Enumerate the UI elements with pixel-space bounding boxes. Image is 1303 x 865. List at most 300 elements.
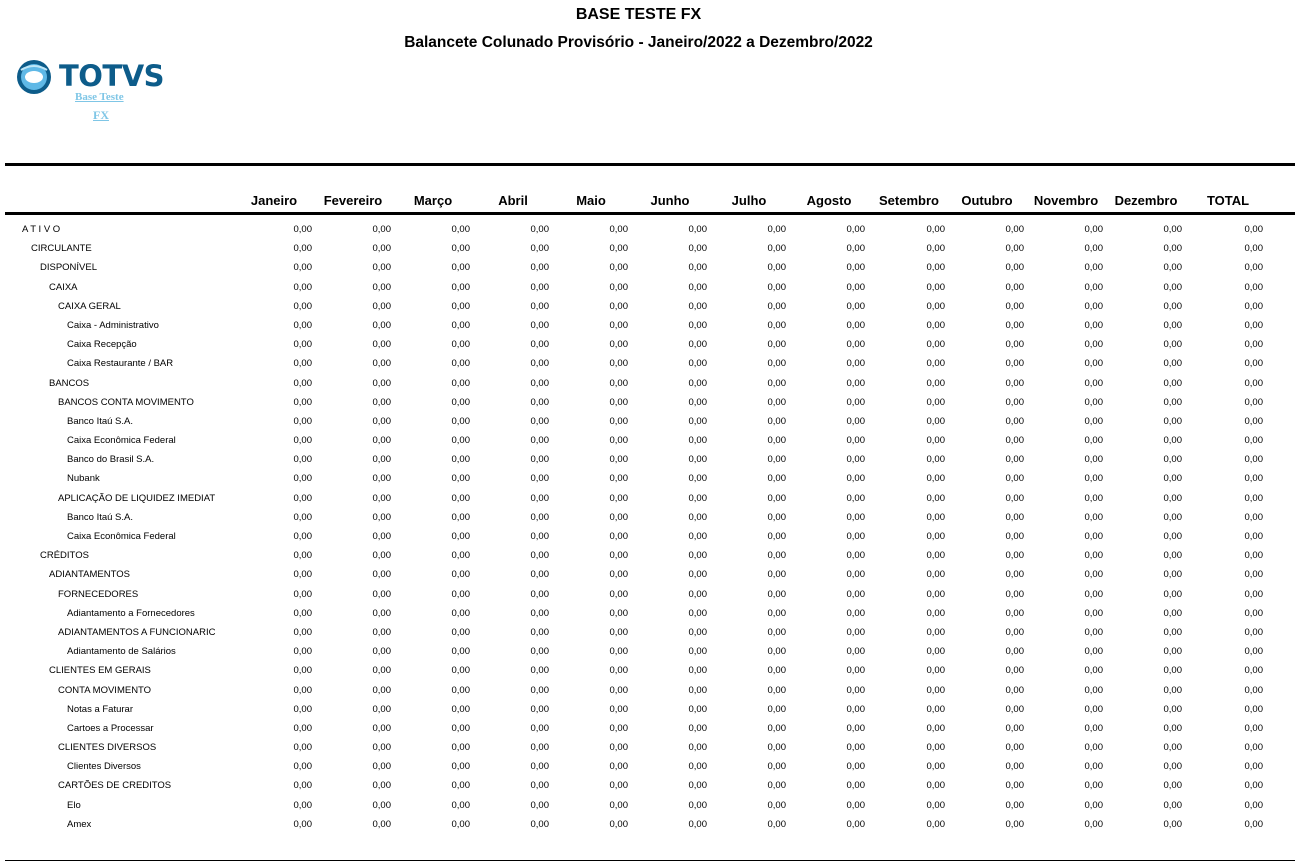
value-cell: 0,00 <box>767 569 786 581</box>
value-cell: 0,00 <box>926 396 945 408</box>
value-cell: 0,00 <box>609 665 628 677</box>
value-cell: 0,00 <box>846 281 865 293</box>
value-cell: 0,00 <box>372 281 391 293</box>
value-cell: 0,00 <box>451 665 470 677</box>
value-cell: 0,00 <box>451 607 470 619</box>
value-cell: 0,00 <box>846 722 865 734</box>
value-cell: 0,00 <box>846 454 865 466</box>
value-cell: 0,00 <box>1084 358 1103 370</box>
account-label: Elo <box>67 799 81 811</box>
value-cell: 0,00 <box>1244 799 1263 811</box>
value-cell: 0,00 <box>530 799 549 811</box>
value-cell: 0,00 <box>767 761 786 773</box>
value-cell: 0,00 <box>451 780 470 792</box>
account-label: Notas a Faturar <box>67 703 133 715</box>
value-cell: 0,00 <box>372 415 391 427</box>
value-cell: 0,00 <box>1005 511 1024 523</box>
value-cell: 0,00 <box>451 435 470 447</box>
value-cell: 0,00 <box>1244 684 1263 696</box>
value-cell: 0,00 <box>688 262 707 274</box>
value-cell: 0,00 <box>1005 761 1024 773</box>
value-cell: 0,00 <box>1163 588 1182 600</box>
value-cell: 0,00 <box>1005 588 1024 600</box>
value-cell: 0,00 <box>609 415 628 427</box>
value-cell: 0,00 <box>609 281 628 293</box>
value-cell: 0,00 <box>767 473 786 485</box>
value-cell: 0,00 <box>293 684 312 696</box>
value-cell: 0,00 <box>1163 511 1182 523</box>
value-cell: 0,00 <box>688 454 707 466</box>
value-cell: 0,00 <box>926 281 945 293</box>
value-cell: 0,00 <box>1084 319 1103 331</box>
value-cell: 0,00 <box>767 454 786 466</box>
value-cell: 0,00 <box>609 454 628 466</box>
value-cell: 0,00 <box>767 531 786 542</box>
value-cell: 0,00 <box>1244 722 1263 734</box>
value-cell: 0,00 <box>1244 377 1263 389</box>
value-cell: 0,00 <box>451 473 470 485</box>
value-cell: 0,00 <box>688 550 707 562</box>
value-cell: 0,00 <box>846 780 865 792</box>
value-cell: 0,00 <box>688 415 707 427</box>
table-row <box>0 682 1303 701</box>
table-row <box>0 662 1303 681</box>
column-header: Fevereiro <box>323 193 383 208</box>
value-cell: 0,00 <box>1163 646 1182 658</box>
value-cell: 0,00 <box>1084 799 1103 811</box>
value-cell: 0,00 <box>688 435 707 447</box>
value-cell: 0,00 <box>688 531 707 542</box>
value-cell: 0,00 <box>1244 243 1263 255</box>
value-cell: 0,00 <box>1005 799 1024 811</box>
column-header: Setembro <box>879 193 939 208</box>
value-cell: 0,00 <box>1244 531 1263 542</box>
value-cell: 0,00 <box>609 319 628 331</box>
value-cell: 0,00 <box>1084 531 1103 542</box>
account-label: CONTA MOVIMENTO <box>58 684 152 696</box>
table-row <box>0 413 1303 432</box>
value-cell: 0,00 <box>767 262 786 274</box>
value-cell: 0,00 <box>609 339 628 351</box>
value-cell: 0,00 <box>846 684 865 696</box>
value-cell: 0,00 <box>767 339 786 351</box>
value-cell: 0,00 <box>1005 607 1024 619</box>
value-cell: 0,00 <box>609 358 628 370</box>
value-cell: 0,00 <box>1005 780 1024 792</box>
value-cell: 0,00 <box>1163 300 1182 312</box>
value-cell: 0,00 <box>293 722 312 734</box>
value-cell: 0,00 <box>688 665 707 677</box>
value-cell: 0,00 <box>688 761 707 773</box>
value-cell: 0,00 <box>1244 607 1263 619</box>
account-label: CAIXA <box>49 281 78 293</box>
table-row <box>0 221 1303 240</box>
value-cell: 0,00 <box>1244 761 1263 773</box>
value-cell: 0,00 <box>1163 818 1182 830</box>
table-row <box>0 528 1303 547</box>
table-row <box>0 605 1303 624</box>
value-cell: 0,00 <box>1084 703 1103 715</box>
value-cell: 0,00 <box>1244 435 1263 447</box>
value-cell: 0,00 <box>846 262 865 274</box>
value-cell: 0,00 <box>1163 358 1182 370</box>
value-cell: 0,00 <box>1163 569 1182 581</box>
value-cell: 0,00 <box>767 224 786 235</box>
value-cell: 0,00 <box>688 607 707 619</box>
value-cell: 0,00 <box>1244 358 1263 370</box>
value-cell: 0,00 <box>846 588 865 600</box>
account-label: A T I V O <box>22 224 61 235</box>
account-label: CRÉDITOS <box>40 550 89 562</box>
value-cell: 0,00 <box>1163 780 1182 792</box>
totvs-logo-icon <box>15 58 53 96</box>
value-cell: 0,00 <box>767 281 786 293</box>
account-label: CAIXA GERAL <box>58 300 121 312</box>
value-cell: 0,00 <box>1163 703 1182 715</box>
value-cell: 0,00 <box>1163 339 1182 351</box>
value-cell: 0,00 <box>293 473 312 485</box>
value-cell: 0,00 <box>1244 224 1263 235</box>
value-cell: 0,00 <box>451 799 470 811</box>
value-cell: 0,00 <box>926 646 945 658</box>
value-cell: 0,00 <box>293 588 312 600</box>
value-cell: 0,00 <box>1244 511 1263 523</box>
value-cell: 0,00 <box>293 358 312 370</box>
table-row <box>0 451 1303 470</box>
value-cell: 0,00 <box>1163 454 1182 466</box>
value-cell: 0,00 <box>767 300 786 312</box>
value-cell: 0,00 <box>1084 761 1103 773</box>
value-cell: 0,00 <box>688 799 707 811</box>
top-divider <box>5 163 1295 166</box>
column-header: TOTAL <box>1206 193 1250 208</box>
account-label: Cartoes a Processar <box>67 722 154 734</box>
value-cell: 0,00 <box>1005 492 1024 504</box>
value-cell: 0,00 <box>1005 319 1024 331</box>
value-cell: 0,00 <box>451 818 470 830</box>
value-cell: 0,00 <box>1084 243 1103 255</box>
value-cell: 0,00 <box>293 665 312 677</box>
value-cell: 0,00 <box>1244 281 1263 293</box>
value-cell: 0,00 <box>1163 492 1182 504</box>
value-cell: 0,00 <box>926 243 945 255</box>
table-row <box>0 490 1303 509</box>
value-cell: 0,00 <box>688 281 707 293</box>
value-cell: 0,00 <box>1084 492 1103 504</box>
table-row <box>0 797 1303 816</box>
value-cell: 0,00 <box>372 492 391 504</box>
value-cell: 0,00 <box>530 722 549 734</box>
value-cell: 0,00 <box>530 492 549 504</box>
value-cell: 0,00 <box>1163 550 1182 562</box>
value-cell: 0,00 <box>767 588 786 600</box>
value-cell: 0,00 <box>1005 300 1024 312</box>
value-cell: 0,00 <box>530 511 549 523</box>
account-label: CIRCULANTE <box>31 243 92 255</box>
value-cell: 0,00 <box>767 665 786 677</box>
value-cell: 0,00 <box>372 224 391 235</box>
value-cell: 0,00 <box>1005 550 1024 562</box>
value-cell: 0,00 <box>293 742 312 754</box>
account-label: Banco do Brasil S.A. <box>67 454 155 466</box>
value-cell: 0,00 <box>1244 454 1263 466</box>
value-cell: 0,00 <box>293 339 312 351</box>
value-cell: 0,00 <box>372 435 391 447</box>
value-cell: 0,00 <box>293 531 312 542</box>
value-cell: 0,00 <box>451 684 470 696</box>
value-cell: 0,00 <box>926 818 945 830</box>
account-label: Banco Itaú S.A. <box>67 415 134 427</box>
value-cell: 0,00 <box>1163 396 1182 408</box>
value-cell: 0,00 <box>530 224 549 235</box>
value-cell: 0,00 <box>609 607 628 619</box>
value-cell: 0,00 <box>530 626 549 638</box>
value-cell: 0,00 <box>372 262 391 274</box>
value-cell: 0,00 <box>293 799 312 811</box>
column-header: Maio <box>576 193 606 208</box>
value-cell: 0,00 <box>530 665 549 677</box>
value-cell: 0,00 <box>926 665 945 677</box>
table-row <box>0 739 1303 758</box>
value-cell: 0,00 <box>1084 684 1103 696</box>
value-cell: 0,00 <box>846 761 865 773</box>
value-cell: 0,00 <box>372 607 391 619</box>
value-cell: 0,00 <box>451 588 470 600</box>
value-cell: 0,00 <box>293 319 312 331</box>
value-cell: 0,00 <box>293 377 312 389</box>
account-label: Clientes Diversos <box>67 761 141 773</box>
value-cell: 0,00 <box>609 300 628 312</box>
value-cell: 0,00 <box>767 435 786 447</box>
account-label: Caixa Econômica Federal <box>67 435 176 447</box>
value-cell: 0,00 <box>530 703 549 715</box>
account-label: ADIANTAMENTOS A FUNCIONARIC <box>58 626 216 638</box>
value-cell: 0,00 <box>1163 262 1182 274</box>
value-cell: 0,00 <box>688 684 707 696</box>
value-cell: 0,00 <box>372 742 391 754</box>
value-cell: 0,00 <box>1163 377 1182 389</box>
value-cell: 0,00 <box>1005 684 1024 696</box>
value-cell: 0,00 <box>846 531 865 542</box>
value-cell: 0,00 <box>530 818 549 830</box>
value-cell: 0,00 <box>1244 415 1263 427</box>
table-row <box>0 432 1303 451</box>
value-cell: 0,00 <box>1244 473 1263 485</box>
value-cell: 0,00 <box>767 799 786 811</box>
value-cell: 0,00 <box>1005 818 1024 830</box>
value-cell: 0,00 <box>1005 396 1024 408</box>
value-cell: 0,00 <box>1244 339 1263 351</box>
column-header: Outubro <box>961 193 1013 208</box>
account-label: ADIANTAMENTOS <box>49 569 130 581</box>
value-cell: 0,00 <box>293 818 312 830</box>
value-cell: 0,00 <box>530 396 549 408</box>
value-cell: 0,00 <box>372 799 391 811</box>
value-cell: 0,00 <box>609 243 628 255</box>
value-cell: 0,00 <box>1163 415 1182 427</box>
account-label: CARTÕES DE CREDITOS <box>58 780 172 792</box>
table-row <box>0 586 1303 605</box>
value-cell: 0,00 <box>530 454 549 466</box>
account-label: Amex <box>67 818 92 830</box>
value-cell: 0,00 <box>451 339 470 351</box>
table-row <box>0 758 1303 777</box>
value-cell: 0,00 <box>1163 684 1182 696</box>
value-cell: 0,00 <box>1163 607 1182 619</box>
account-label: BANCOS <box>49 377 90 389</box>
value-cell: 0,00 <box>372 319 391 331</box>
value-cell: 0,00 <box>926 454 945 466</box>
value-cell: 0,00 <box>372 454 391 466</box>
value-cell: 0,00 <box>926 684 945 696</box>
value-cell: 0,00 <box>1084 262 1103 274</box>
value-cell: 0,00 <box>451 703 470 715</box>
value-cell: 0,00 <box>926 607 945 619</box>
value-cell: 0,00 <box>688 396 707 408</box>
value-cell: 0,00 <box>609 262 628 274</box>
value-cell: 0,00 <box>1163 281 1182 293</box>
value-cell: 0,00 <box>1163 224 1182 235</box>
value-cell: 0,00 <box>372 569 391 581</box>
value-cell: 0,00 <box>451 531 470 542</box>
value-cell: 0,00 <box>1084 588 1103 600</box>
value-cell: 0,00 <box>926 550 945 562</box>
value-cell: 0,00 <box>688 646 707 658</box>
value-cell: 0,00 <box>530 262 549 274</box>
value-cell: 0,00 <box>293 454 312 466</box>
value-cell: 0,00 <box>1005 531 1024 542</box>
value-cell: 0,00 <box>846 799 865 811</box>
account-label: Caixa - Administrativo <box>67 319 159 331</box>
value-cell: 0,00 <box>609 684 628 696</box>
value-cell: 0,00 <box>688 224 707 235</box>
value-cell: 0,00 <box>530 531 549 542</box>
value-cell: 0,00 <box>451 511 470 523</box>
value-cell: 0,00 <box>688 588 707 600</box>
value-cell: 0,00 <box>1244 550 1263 562</box>
table-row <box>0 317 1303 336</box>
totvs-logo <box>13 58 165 128</box>
table-row <box>0 720 1303 739</box>
column-header: Janeiro <box>250 193 298 208</box>
value-cell: 0,00 <box>293 281 312 293</box>
value-cell: 0,00 <box>609 780 628 792</box>
value-cell: 0,00 <box>1005 742 1024 754</box>
value-cell: 0,00 <box>1005 703 1024 715</box>
value-cell: 0,00 <box>1005 224 1024 235</box>
value-cell: 0,00 <box>372 722 391 734</box>
value-cell: 0,00 <box>1005 722 1024 734</box>
value-cell: 0,00 <box>926 588 945 600</box>
value-cell: 0,00 <box>530 339 549 351</box>
column-header: Julho <box>731 193 767 208</box>
value-cell: 0,00 <box>767 607 786 619</box>
value-cell: 0,00 <box>926 473 945 485</box>
value-cell: 0,00 <box>926 358 945 370</box>
value-cell: 0,00 <box>767 646 786 658</box>
value-cell: 0,00 <box>767 780 786 792</box>
value-cell: 0,00 <box>926 626 945 638</box>
value-cell: 0,00 <box>1084 377 1103 389</box>
value-cell: 0,00 <box>688 703 707 715</box>
value-cell: 0,00 <box>293 396 312 408</box>
value-cell: 0,00 <box>372 818 391 830</box>
value-cell: 0,00 <box>451 224 470 235</box>
value-cell: 0,00 <box>926 415 945 427</box>
value-cell: 0,00 <box>530 550 549 562</box>
value-cell: 0,00 <box>372 511 391 523</box>
value-cell: 0,00 <box>372 473 391 485</box>
value-cell: 0,00 <box>1163 531 1182 542</box>
value-cell: 0,00 <box>767 243 786 255</box>
value-cell: 0,00 <box>688 300 707 312</box>
value-cell: 0,00 <box>1244 262 1263 274</box>
value-cell: 0,00 <box>530 742 549 754</box>
value-cell: 0,00 <box>846 243 865 255</box>
value-cell: 0,00 <box>1244 319 1263 331</box>
value-cell: 0,00 <box>1244 818 1263 830</box>
value-cell: 0,00 <box>1163 435 1182 447</box>
value-cell: 0,00 <box>372 243 391 255</box>
value-cell: 0,00 <box>1005 358 1024 370</box>
value-cell: 0,00 <box>688 626 707 638</box>
value-cell: 0,00 <box>926 492 945 504</box>
table-row <box>0 355 1303 374</box>
value-cell: 0,00 <box>1163 243 1182 255</box>
table-row <box>0 394 1303 413</box>
report-subtitle: Balancete Colunado Provisório - Janeiro/2022 a Dezembro/2022 <box>404 34 873 51</box>
value-cell: 0,00 <box>1005 262 1024 274</box>
value-cell: 0,00 <box>1244 703 1263 715</box>
value-cell: 0,00 <box>293 511 312 523</box>
value-cell: 0,00 <box>688 319 707 331</box>
value-cell: 0,00 <box>926 319 945 331</box>
column-header: Março <box>413 193 453 208</box>
value-cell: 0,00 <box>293 550 312 562</box>
value-cell: 0,00 <box>609 722 628 734</box>
value-cell: 0,00 <box>1005 665 1024 677</box>
value-cell: 0,00 <box>372 646 391 658</box>
value-cell: 0,00 <box>846 300 865 312</box>
value-cell: 0,00 <box>1244 300 1263 312</box>
value-cell: 0,00 <box>609 492 628 504</box>
table-row <box>0 259 1303 278</box>
value-cell: 0,00 <box>451 396 470 408</box>
value-cell: 0,00 <box>530 300 549 312</box>
value-cell: 0,00 <box>767 742 786 754</box>
value-cell: 0,00 <box>926 435 945 447</box>
value-cell: 0,00 <box>846 473 865 485</box>
value-cell: 0,00 <box>767 319 786 331</box>
value-cell: 0,00 <box>1163 722 1182 734</box>
value-cell: 0,00 <box>293 703 312 715</box>
value-cell: 0,00 <box>688 780 707 792</box>
table-row <box>0 624 1303 643</box>
value-cell: 0,00 <box>688 569 707 581</box>
header-divider <box>5 212 1295 215</box>
table-row <box>0 816 1303 835</box>
value-cell: 0,00 <box>372 550 391 562</box>
value-cell: 0,00 <box>609 511 628 523</box>
value-cell: 0,00 <box>1005 415 1024 427</box>
value-cell: 0,00 <box>767 818 786 830</box>
value-cell: 0,00 <box>1163 799 1182 811</box>
value-cell: 0,00 <box>1084 281 1103 293</box>
value-cell: 0,00 <box>688 358 707 370</box>
value-cell: 0,00 <box>846 319 865 331</box>
value-cell: 0,00 <box>846 626 865 638</box>
table-row <box>0 336 1303 355</box>
